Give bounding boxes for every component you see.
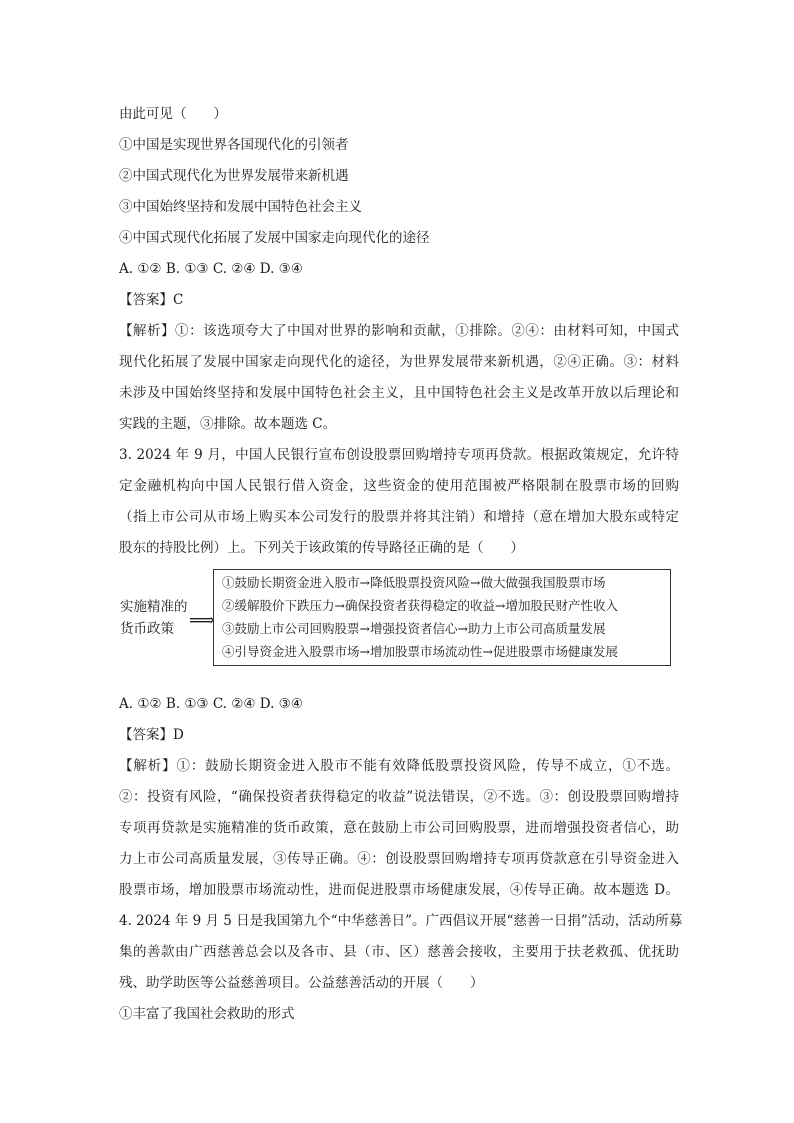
q2-option-3: ③中国始终坚持和发展中国特色社会主义 xyxy=(119,199,362,215)
q3-choices: A. ①② B. ①③ C. ②④ D. ③④ xyxy=(119,696,303,712)
diagram-path-1: ①鼓励长期资金进入股市→降低股票投资风险→做大做强我国股票市场 xyxy=(222,575,606,590)
q4-stem-line-3: 残、助学助医等公益慈善项目。公益慈善活动的开展（ ） xyxy=(119,975,484,991)
diagram-left-label-2: 货币政策 xyxy=(120,621,174,637)
diagram-left-label-1: 实施精准的 xyxy=(120,599,188,615)
q3-stem-line-4: 股东的持股比例）上。下列关于该政策的传导路径正确的是（ ） xyxy=(119,540,524,556)
q3-analysis-line-1: 【解析】①：鼓励长期资金进入股市不能有效降低股票投资风险，传导不成立，①不选。 xyxy=(119,758,679,774)
q3-answer: 【答案】D xyxy=(119,727,184,743)
q2-stem: 由此可见（ ） xyxy=(119,106,227,122)
double-arrow-icon: ⟹ xyxy=(189,610,215,631)
q2-analysis-line-2: 现代化拓展了发展中国家走向现代化的途径，为世界发展带来新机遇，②④正确。③：材料 xyxy=(119,354,679,370)
q3-stem-line-3: （指上市公司从市场上购买本公司发行的股票并将其注销）和增持（意在增加大股东或特定 xyxy=(119,509,679,525)
diagram-paths-box xyxy=(213,569,671,666)
diagram-path-4: ④引导资金进入股票市场→增加股票市场流动性→促进股票市场健康发展 xyxy=(222,644,618,659)
diagram-path-2: ②缓解股价下跌压力→确保投资者获得稳定的收益→增加股民财产性收入 xyxy=(222,598,618,613)
q2-option-4: ④中国式现代化拓展了发展中国家走向现代化的途径 xyxy=(119,230,430,246)
q4-stem-line-2: 集的善款由广西慈善总会以及各市、县（市、区）慈善会接收，主要用于扶老救孤、优抚助 xyxy=(119,944,679,960)
q2-answer: 【答案】C xyxy=(119,292,184,308)
q2-analysis-line-4: 实践的主题，③排除。故本题选 C。 xyxy=(119,416,337,432)
q3-analysis-line-3: 专项再贷款是实施精准的货币政策，意在鼓励上市公司回购股票，进而增强投资者信心，助 xyxy=(119,820,679,836)
q2-choices: A. ①② B. ①③ C. ②④ D. ③④ xyxy=(119,261,303,277)
q3-analysis-line-4: 力上市公司高质量发展，③传导正确。④：创设股票回购增持专项再贷款意在引导资金进入 xyxy=(119,851,679,867)
q2-option-2: ②中国式现代化为世界发展带来新机遇 xyxy=(119,168,349,184)
q3-analysis-line-5: 股票市场，增加股票市场流动性，进而促进股票市场健康发展，④传导正确。故本题选 D。 xyxy=(119,882,679,898)
q3-stem-line-1: 3. 2024 年 9 月，中国人民银行宣布创设股票回购增持专项再贷款。根据政策规定，允许特 xyxy=(119,447,679,463)
q4-stem-line-1: 4. 2024 年 9 月 5 日是我国第九个“中华慈善日”。广西倡议开展“慈善一日捐”活动，活动所募 xyxy=(119,913,683,929)
diagram-path-3: ③鼓励上市公司回购股票→增强投资者信心→助力上市公司高质量发展 xyxy=(222,621,606,636)
q2-option-1: ①中国是实现世界各国现代化的引领者 xyxy=(119,137,349,153)
q3-analysis-line-2: ②：投资有风险，“确保投资者获得稳定的收益”说法错误，②不选。③：创设股票回购增持 xyxy=(119,789,679,805)
q4-option-1: ①丰富了我国社会救助的形式 xyxy=(119,1006,295,1022)
q2-analysis-line-1: 【解析】①：该选项夸大了中国对世界的影响和贡献，①排除。②④：由材料可知，中国式 xyxy=(119,323,679,339)
q2-analysis-line-3: 未涉及中国始终坚持和发展中国特色社会主义，且中国特色社会主义是改革开放以后理论和 xyxy=(119,385,679,401)
q3-stem-line-2: 定金融机构向中国人民银行借入资金，这些资金的使用范围被严格限制在股票市场的回购 xyxy=(119,478,679,494)
